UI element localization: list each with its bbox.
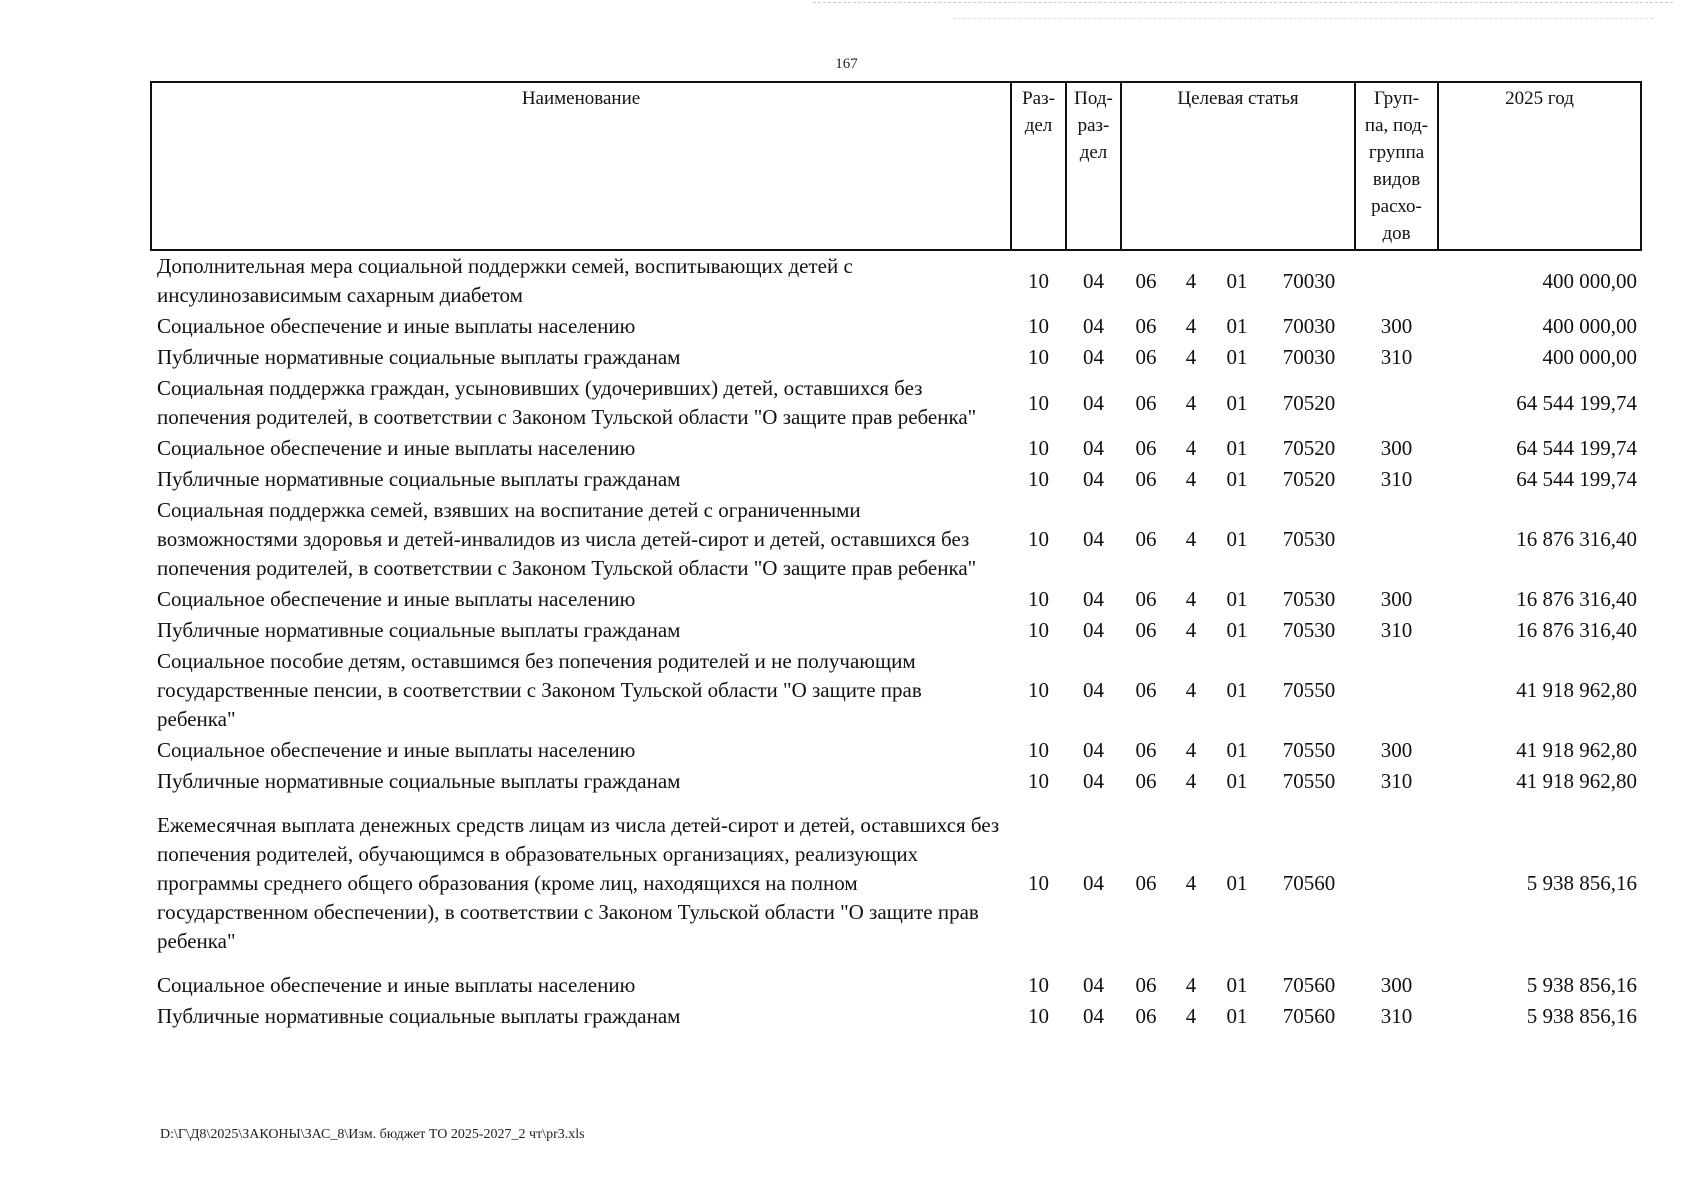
row-expense-group: 300 xyxy=(1380,436,1413,460)
row-target-part-3: 01 xyxy=(1226,1004,1248,1028)
row-amount: 64 544 199,74 xyxy=(1516,467,1638,491)
row-target-part-4: 70530 xyxy=(1282,618,1336,642)
row-razdel: 10 xyxy=(1028,678,1049,702)
row-podrazdel: 04 xyxy=(1083,738,1104,762)
row-name: Социальное обеспечение и иные выплаты населению xyxy=(157,738,636,762)
row-target-part-1: 06 xyxy=(1135,973,1157,997)
row-target-part-3: 01 xyxy=(1226,345,1248,369)
row-expense-group xyxy=(1355,495,1438,584)
footer-file-path: D:\Г\Д8\2025\ЗАКОНЫ\ЗАС_8\Изм. бюджет ТО 2025-2027_2 чт\pr3.xls xyxy=(160,1127,585,1142)
row-target-part-2: 4 xyxy=(1185,1004,1197,1028)
row-amount: 41 918 962,80 xyxy=(1516,738,1638,762)
row-razdel: 10 xyxy=(1028,973,1049,997)
row-razdel: 10 xyxy=(1028,268,1049,293)
table-row xyxy=(151,250,1641,311)
row-target-part-2: 4 xyxy=(1185,436,1197,460)
row-target-part-4: 70560 xyxy=(1282,973,1336,997)
row-razdel: 10 xyxy=(1028,587,1049,611)
row-razdel: 10 xyxy=(1028,345,1049,369)
row-podrazdel: 04 xyxy=(1083,678,1104,702)
row-amount: 41 918 962,80 xyxy=(1516,769,1638,793)
row-expense-group: 310 xyxy=(1380,769,1413,793)
row-razdel: 10 xyxy=(1028,738,1049,762)
row-target-part-2: 4 xyxy=(1185,345,1197,369)
row-podrazdel: 04 xyxy=(1083,527,1104,551)
table-row xyxy=(151,1001,1641,1032)
row-podrazdel: 04 xyxy=(1083,871,1104,895)
header-target-article: Целевая статья xyxy=(1121,82,1355,250)
row-amount: 400 000,00 xyxy=(1542,268,1638,293)
row-amount: 5 938 856,16 xyxy=(1526,973,1638,997)
row-target-part-4: 70030 xyxy=(1282,268,1336,293)
row-podrazdel: 04 xyxy=(1083,618,1104,642)
row-target-part-1: 06 xyxy=(1135,618,1157,642)
row-razdel: 10 xyxy=(1028,769,1049,793)
row-amount: 41 918 962,80 xyxy=(1516,678,1638,702)
table-row xyxy=(151,735,1641,766)
row-podrazdel: 04 xyxy=(1083,1004,1104,1028)
row-target-part-1: 06 xyxy=(1135,871,1157,895)
row-target-part-2: 4 xyxy=(1185,314,1197,338)
table-row xyxy=(151,433,1641,464)
row-name: Социальное пособие детям, оставшимся без попечения родителей и не получающим государственные пенсии, в соответствии с Законом Тульской области "О защите прав ребенка" xyxy=(157,649,922,731)
row-target-part-3: 01 xyxy=(1226,390,1248,415)
row-target-part-4: 70530 xyxy=(1282,587,1336,611)
row-podrazdel: 04 xyxy=(1083,314,1104,338)
row-name: Ежемесячная выплата денежных средств лицам из числа детей-сирот и детей, оставшихся без попечения родителей, обучающимся в образовательных организациях, реализующих программы среднего общего образования (кроме лиц, находящихся на полном государственном обеспечении), в соответствии с Законом Тульской области "О защите прав ребенка" xyxy=(157,813,1000,953)
row-razdel: 10 xyxy=(1028,314,1049,338)
table-row xyxy=(151,342,1641,373)
row-target-part-4: 70550 xyxy=(1282,769,1336,793)
row-target-part-4: 70550 xyxy=(1282,678,1336,702)
row-podrazdel: 04 xyxy=(1083,467,1104,491)
row-expense-group: 310 xyxy=(1380,467,1413,491)
row-name: Социальное обеспечение и иные выплаты населению xyxy=(157,314,636,338)
row-target-part-2: 4 xyxy=(1185,467,1197,491)
row-razdel: 10 xyxy=(1028,436,1049,460)
row-target-part-1: 06 xyxy=(1135,436,1157,460)
row-target-part-1: 06 xyxy=(1135,738,1157,762)
row-target-part-1: 06 xyxy=(1135,587,1157,611)
header-podrazdel: Под- раз- дел xyxy=(1066,82,1121,250)
row-target-part-1: 06 xyxy=(1135,1004,1157,1028)
row-name: Социальная поддержка граждан, усыновивших (удочеривших) детей, оставшихся без попечения родителей, в соответствии с Законом Тульской области "О защите прав ребенка" xyxy=(157,376,977,429)
row-target-part-3: 01 xyxy=(1226,973,1248,997)
row-target-part-3: 01 xyxy=(1226,268,1248,293)
row-target-part-2: 4 xyxy=(1185,587,1197,611)
row-target-part-2: 4 xyxy=(1185,871,1197,895)
row-amount: 5 938 856,16 xyxy=(1526,1004,1638,1028)
page-number: 167 xyxy=(835,56,858,72)
row-target-part-3: 01 xyxy=(1226,527,1248,551)
row-target-part-1: 06 xyxy=(1135,769,1157,793)
row-razdel: 10 xyxy=(1028,1004,1049,1028)
row-name: Публичные нормативные социальные выплаты гражданам xyxy=(157,769,681,793)
row-target-part-3: 01 xyxy=(1226,587,1248,611)
budget-table xyxy=(150,81,1642,1032)
row-target-part-1: 06 xyxy=(1135,268,1157,293)
row-amount: 16 876 316,40 xyxy=(1516,587,1638,611)
row-expense-group xyxy=(1355,646,1438,735)
row-razdel: 10 xyxy=(1028,467,1049,491)
row-name: Социальная поддержка семей, взявших на воспитание детей с ограниченными возможностями здоровья и детей-инвалидов из числа детей-сирот и детей, оставшихся без попечения родителей, в соответствии с Законом Тульской области "О защите прав ребенка" xyxy=(157,498,977,580)
row-target-part-3: 01 xyxy=(1226,769,1248,793)
row-expense-group xyxy=(1355,250,1438,311)
row-target-part-2: 4 xyxy=(1185,390,1197,415)
row-target-part-2: 4 xyxy=(1185,618,1197,642)
row-expense-group: 310 xyxy=(1380,345,1413,369)
table-row xyxy=(151,311,1641,342)
row-expense-group xyxy=(1355,797,1438,970)
row-target-part-3: 01 xyxy=(1226,436,1248,460)
row-name: Социальное обеспечение и иные выплаты населению xyxy=(157,973,636,997)
row-target-part-1: 06 xyxy=(1135,678,1157,702)
row-target-part-2: 4 xyxy=(1185,527,1197,551)
row-name: Публичные нормативные социальные выплаты гражданам xyxy=(157,467,681,491)
row-target-part-4: 70030 xyxy=(1282,345,1336,369)
table-row xyxy=(151,464,1641,495)
row-razdel: 10 xyxy=(1028,871,1049,895)
row-expense-group: 300 xyxy=(1380,314,1413,338)
row-amount: 5 938 856,16 xyxy=(1526,871,1638,895)
row-podrazdel: 04 xyxy=(1083,390,1104,415)
row-target-part-4: 70520 xyxy=(1282,390,1336,415)
row-target-part-3: 01 xyxy=(1226,871,1248,895)
table-header xyxy=(151,82,1641,250)
row-target-part-3: 01 xyxy=(1226,618,1248,642)
row-target-part-1: 06 xyxy=(1135,527,1157,551)
row-expense-group: 310 xyxy=(1380,618,1413,642)
row-target-part-4: 70520 xyxy=(1282,436,1336,460)
table-row xyxy=(151,495,1641,584)
row-podrazdel: 04 xyxy=(1083,587,1104,611)
row-amount: 64 544 199,74 xyxy=(1516,436,1638,460)
table-row xyxy=(151,766,1641,797)
row-podrazdel: 04 xyxy=(1083,973,1104,997)
row-amount: 400 000,00 xyxy=(1542,345,1638,369)
table-row xyxy=(151,584,1641,615)
row-target-part-1: 06 xyxy=(1135,314,1157,338)
header-year-2025: 2025 год xyxy=(1438,82,1641,250)
row-name: Социальное обеспечение и иные выплаты населению xyxy=(157,436,636,460)
table-row xyxy=(151,797,1641,970)
row-razdel: 10 xyxy=(1028,390,1049,415)
scan-artifact-marks-lower xyxy=(953,18,1653,19)
row-target-part-4: 70520 xyxy=(1282,467,1336,491)
header-name: Наименование xyxy=(151,82,1011,250)
row-target-part-3: 01 xyxy=(1226,738,1248,762)
row-name: Дополнительная мера социальной поддержки семей, воспитывающих детей с инсулинозависимым сахарным диабетом xyxy=(157,254,853,307)
row-expense-group: 300 xyxy=(1380,973,1413,997)
row-target-part-3: 01 xyxy=(1226,467,1248,491)
row-expense-group xyxy=(1355,373,1438,433)
table-row xyxy=(151,373,1641,433)
row-amount: 64 544 199,74 xyxy=(1516,390,1638,415)
row-amount: 400 000,00 xyxy=(1542,314,1638,338)
row-podrazdel: 04 xyxy=(1083,268,1104,293)
row-amount: 16 876 316,40 xyxy=(1516,527,1638,551)
row-target-part-2: 4 xyxy=(1185,678,1197,702)
row-target-part-2: 4 xyxy=(1185,268,1197,293)
row-target-part-1: 06 xyxy=(1135,467,1157,491)
row-target-part-4: 70530 xyxy=(1282,527,1336,551)
row-target-part-4: 70560 xyxy=(1282,871,1336,895)
row-target-part-2: 4 xyxy=(1185,738,1197,762)
row-name: Публичные нормативные социальные выплаты гражданам xyxy=(157,345,681,369)
header-expense-group: Груп- па, под- группа видов расхо- дов xyxy=(1355,82,1438,250)
row-target-part-4: 70550 xyxy=(1282,738,1336,762)
row-name: Публичные нормативные социальные выплаты гражданам xyxy=(157,618,681,642)
row-target-part-1: 06 xyxy=(1135,345,1157,369)
row-podrazdel: 04 xyxy=(1083,769,1104,793)
row-podrazdel: 04 xyxy=(1083,436,1104,460)
row-razdel: 10 xyxy=(1028,527,1049,551)
row-target-part-1: 06 xyxy=(1135,390,1157,415)
table-row xyxy=(151,615,1641,646)
row-target-part-3: 01 xyxy=(1226,314,1248,338)
row-amount: 16 876 316,40 xyxy=(1516,618,1638,642)
row-target-part-3: 01 xyxy=(1226,678,1248,702)
row-razdel: 10 xyxy=(1028,618,1049,642)
row-target-part-4: 70030 xyxy=(1282,314,1336,338)
table-body xyxy=(151,250,1641,1032)
row-expense-group: 310 xyxy=(1380,1004,1413,1028)
row-target-part-4: 70560 xyxy=(1282,1004,1336,1028)
row-name: Публичные нормативные социальные выплаты гражданам xyxy=(157,1004,681,1028)
row-target-part-2: 4 xyxy=(1185,769,1197,793)
row-name: Социальное обеспечение и иные выплаты населению xyxy=(157,587,636,611)
row-target-part-2: 4 xyxy=(1185,973,1197,997)
row-podrazdel: 04 xyxy=(1083,345,1104,369)
table-row xyxy=(151,646,1641,735)
row-expense-group: 300 xyxy=(1380,738,1413,762)
header-razdel: Раз- дел xyxy=(1011,82,1066,250)
table-row xyxy=(151,970,1641,1001)
row-expense-group: 300 xyxy=(1380,587,1413,611)
